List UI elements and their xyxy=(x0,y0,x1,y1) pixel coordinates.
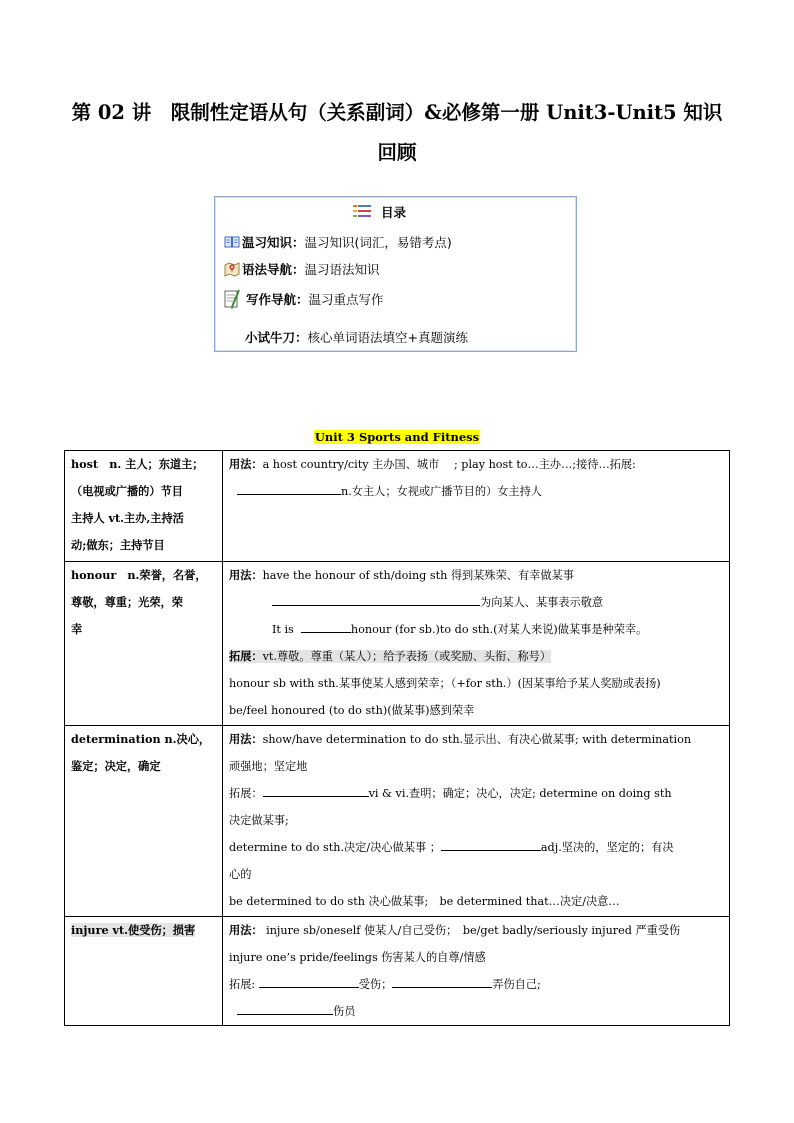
toc-item-grammar[interactable]: 语法导航： 温习语法知识 xyxy=(224,260,380,278)
toc-header xyxy=(353,203,406,221)
fill-blank[interactable] xyxy=(272,590,480,606)
toc-item-writing[interactable]: 写作导航： 温习重点写作 xyxy=(224,288,384,310)
usage-cell-injure: 用法： injure sb/oneself 使某人/自己受伤； be/get badly/seriously injured 严重受伤 injure one’s pride/feelings 伤害某人的自尊/情感 拓展: 受伤； 弄伤自己; 伤员 xyxy=(223,917,730,1026)
toc-item-practice[interactable]: 小试牛刀： 核心单词语法填空+真题演练 xyxy=(245,330,468,345)
table-row xyxy=(65,562,730,726)
unit-heading: Unit 3 Sports and Fitness xyxy=(314,430,480,444)
fill-blank[interactable] xyxy=(237,999,333,1015)
usage-cell-host: 用法：a host country/city 主办国、城市 ; play host to…主办…;接待…拓展: n.女主人；女视或广播节目的）女主持人 xyxy=(223,451,730,562)
word-cell-determination: determination n.决心， 鉴定；决定，确定 xyxy=(65,726,223,917)
writing-icon xyxy=(224,288,244,310)
word-cell-host: host n. 主人；东道主； （电视或广播的）节目 主持人 vt.主办,主持活 动;做东；主持节目 xyxy=(65,451,223,562)
fill-blank[interactable] xyxy=(263,781,369,797)
fill-blank[interactable] xyxy=(392,972,492,988)
word-cell-injure: injure vt.使受伤；损害 xyxy=(65,917,223,1026)
fill-blank[interactable] xyxy=(441,835,541,851)
word-cell-honour: honour n.荣誉，名誉， 尊敬，尊重；光荣，荣 幸 xyxy=(65,562,223,726)
table-row xyxy=(65,726,730,917)
toc-title: 目录 xyxy=(381,205,407,220)
vocabulary-table xyxy=(64,450,730,1026)
list-icon xyxy=(353,204,371,221)
fill-blank[interactable] xyxy=(301,617,351,633)
book-icon xyxy=(224,234,240,250)
fill-blank[interactable] xyxy=(259,972,359,988)
toc-item-review[interactable]: 温习知识： 温习知识(词汇，易错考点) xyxy=(224,233,452,251)
table-row xyxy=(65,451,730,562)
table-row xyxy=(65,917,730,1026)
table-of-contents xyxy=(214,196,577,352)
usage-cell-honour: 用法：have the honour of sth/doing sth 得到某殊荣、有幸做某事 为向某人、某事表示敬意 It is honour (for sb.)to do sth.(对某人来说)做某事是种荣幸。 拓展：vt.尊敬。尊重（某人）；给予表扬（或奖励、头衔、称号） honour sb with sth.某事使某人感到荣幸；（+for sth.）(因某事给予某人奖励或表扬) be/feel honoured (to do sth)(做某事)感到荣幸 xyxy=(223,562,730,726)
usage-cell-determination: 用法：show/have determination to do sth.显示出、有决心做某事; with determination 顽强地；坚定地 拓展： vi & vi.查明；确定；决心，决定; determine on doing sth 决定做某事; determine to do sth.决定/决心做某事 ； adj.坚决的，坚定的；有决 心的 be determined to do sth 决心做某事; be determined that…决定/决意… xyxy=(223,726,730,917)
map-icon xyxy=(224,261,240,277)
page-title: 第 02 讲 限制性定语从句（关系副词）&必修第一册 Unit3-Unit5 知识回顾 xyxy=(71,101,723,164)
fill-blank[interactable] xyxy=(237,479,341,495)
